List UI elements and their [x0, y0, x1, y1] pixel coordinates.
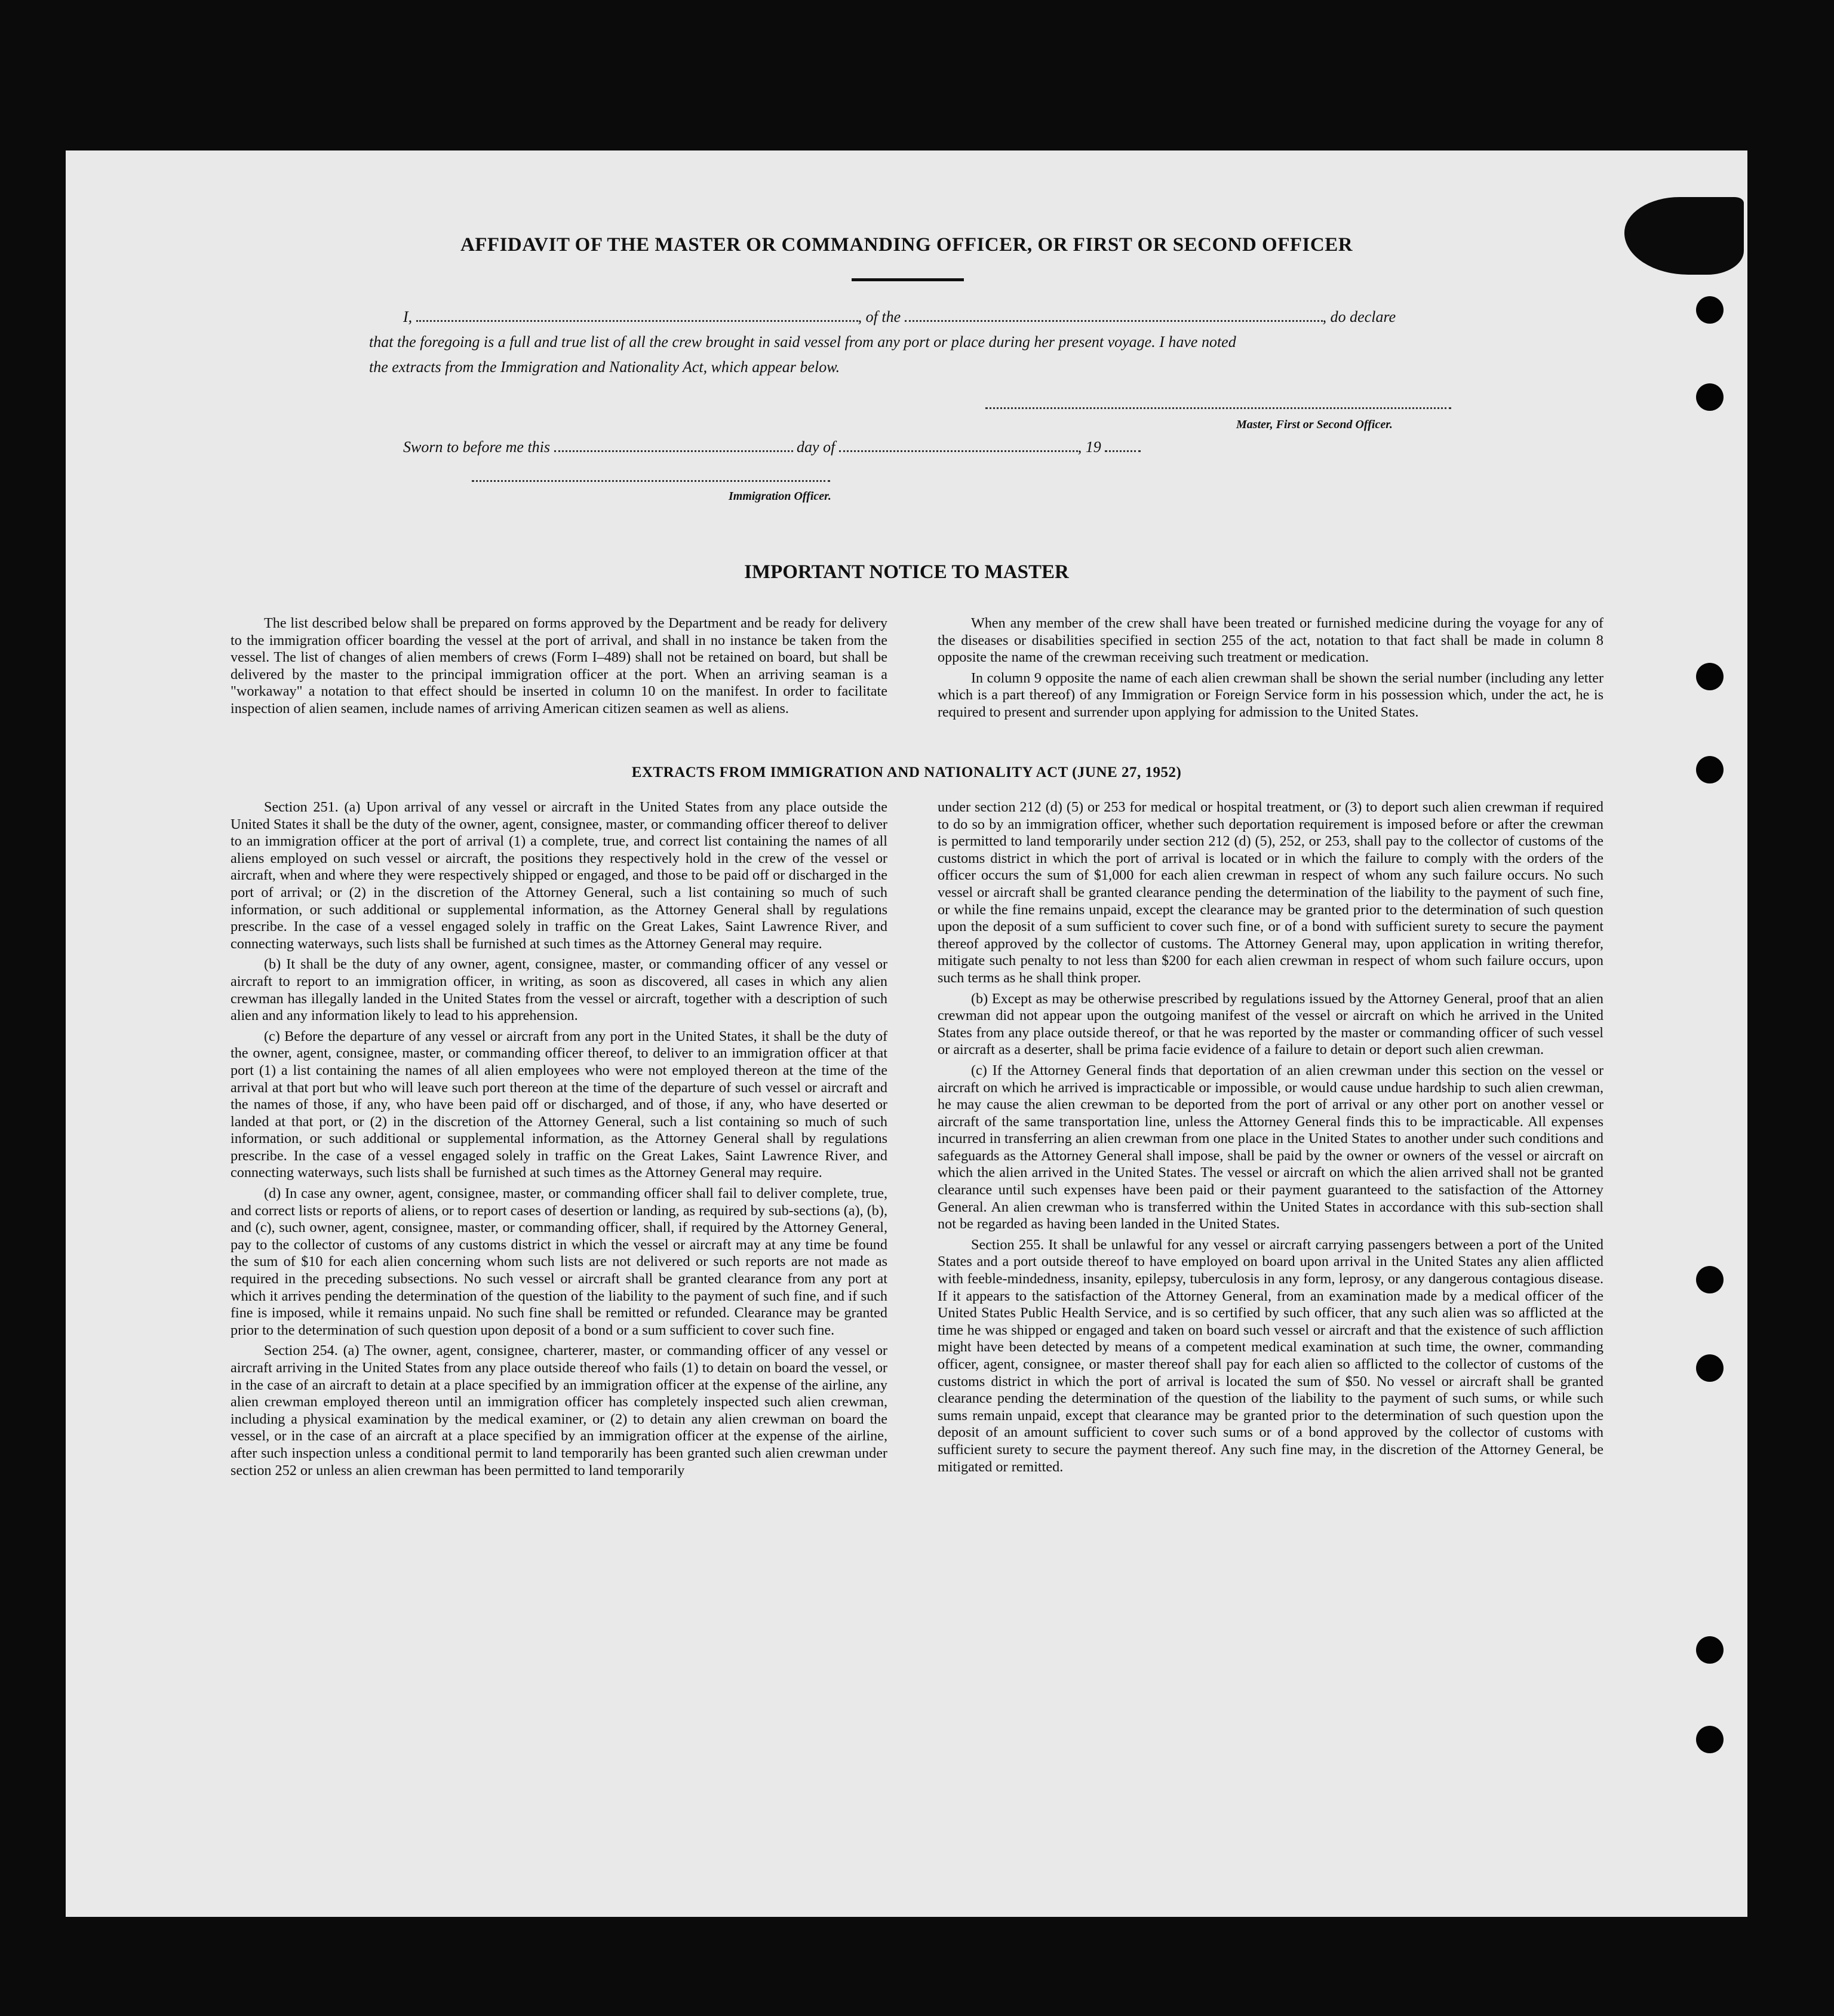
- punch-hole: [1696, 1726, 1724, 1753]
- declaration-i: I,: [403, 308, 413, 325]
- extract-paragraph: Section 251. (a) Upon arrival of any vessel or aircraft in the United States from any place outside the United States it shall be the duty of the owner, agent, consignee, master, or commanding officer thereof to deliver to an immigration officer at the port of arrival (1) a complete, true, and correct list containing the names of all aliens employed on such vessel or aircraft, the positions they respectively hold in the crew of the vessel or aircraft, when and where they were respectively shipped or engaged, and those to be paid off or discharged in the port of arrival; or (2) in the discretion of the Attorney General, such a list containing so much of such information, or such additional or supplemental information, as the Attorney General shall by regulations prescribe. In the case of a vessel engaged solely in traffic on the Great Lakes, Saint Lawrence River, and connecting waterways, such lists shall be furnished at such times as the Attorney General may require.: [231, 799, 887, 952]
- extract-paragraph: Section 254. (a) The owner, agent, consignee, charterer, master, or commanding officer of any vessel or aircraft arriving in the United States from any place outside thereof who fails (1) to detain on board the vessel, or in the case of an aircraft to detain at a place specified by an immigration officer at the expense of the airline, any alien crewman employed thereon until an immigration officer has completely inspected such alien crewman, including a physical examination by the medical examiner, or (2) to detain any alien crewman on board the vessel, or in the case of an aircraft at a place specified by an immigration officer at the expense of the airline, after such inspection unless a conditional permit to land temporarily has been granted such alien crewman under section 252 or unless an alien crewman has been permitted to land temporarily: [231, 1342, 887, 1479]
- punch-hole: [1696, 1636, 1724, 1664]
- extracts-right-column: [938, 799, 1603, 1479]
- sworn-line: [403, 438, 1299, 456]
- declaration-line-2: that the foregoing is a full and true list of all the crew brought in said vessel from any port or place during her present voyage. I have noted: [369, 333, 1236, 351]
- declaration-do-declare: , do declare: [1322, 308, 1396, 325]
- notice-right-column: [938, 615, 1603, 725]
- master-signature-caption: Master, First or Second Officer.: [1236, 418, 1393, 431]
- declaration-of-the: , of the: [858, 308, 901, 325]
- notice-paragraph: In column 9 opposite the name of each alien crewman shall be shown the serial number (including any letter which is a part thereof) of any Immigration or Foreign Service form in his possession which, under the act, he is required to present and surrender upon applying for admission to the United States.: [938, 669, 1603, 720]
- sworn-day-field[interactable]: [554, 450, 793, 452]
- affidavit-title: AFFIDAVIT OF THE MASTER OR COMMANDING OFFICER, OR FIRST OR SECOND OFFICER: [460, 234, 1353, 256]
- extract-paragraph: (c) Before the departure of any vessel or aircraft from any port in the United States, it shall be the duty of the owner, agent, consignee, master, or commanding officer thereof, to deliver to an immigration officer at that port (1) a list containing the names of all alien employees who were not employed thereon at the time of the arrival at that port but who will leave such port thereon at the time of the departure of such vessel or aircraft and the names of those, if any, who have been paid off or discharged, and of those, if any, who have deserted or landed at that port, or (2) in the discretion of the Attorney General, such a list containing so much of such information, or such additional or supplemental information, as the Attorney General shall by regulations prescribe. In the case of a vessel engaged solely in traffic on the Great Lakes, Saint Lawrence River, and connecting waterways, such lists shall be furnished at such times as the Attorney General may require.: [231, 1028, 887, 1181]
- sworn-month-field[interactable]: [839, 450, 1078, 452]
- notice-paragraph: The list described below shall be prepared on forms approved by the Department and be ready for delivery to the immigration officer boarding the vessel at the port of arrival, and shall in no instance be taken from the vessel. The list of changes of alien members of crews (Form I–489) shall not be retained on board, but shall be delivered by the master to the principal immigration officer at the port. When an arriving seaman is a "workaway" a notation to that effect should be inserted in column 10 on the manifest. In order to facilitate inspection of alien seamen, include names of arriving American citizen seamen as well as aliens.: [231, 615, 887, 717]
- extract-paragraph: (c) If the Attorney General finds that deportation of an alien crewman under this section on the vessel or aircraft on which he arrived is impracticable or impossible, or would cause undue hardship to such alien crewman, he may cause the alien crewman to be deported from the port of arrival or any other port on another vessel or aircraft of the same transportation line, unless the Attorney General finds this to be impracticable. All expenses incurred in transferring an alien crewman from one place in the United States to another under such conditions and safeguards as the Attorney General shall impose, shall be paid by the owner or owners of the vessel or aircraft on which the alien arrived in the United States. The vessel or aircraft on which the alien arrived shall not be granted clearance until such expenses have been paid or their payment guaranteed to the satisfaction of the Attorney General. An alien crewman who is transferred within the United States in accordance with this sub-section shall not be regarded as having been landed in the United States.: [938, 1062, 1603, 1233]
- sworn-day-of: day of: [797, 438, 835, 456]
- notice-left-column: [231, 615, 887, 721]
- punch-hole: [1696, 383, 1724, 411]
- officer-signature-field[interactable]: [472, 480, 830, 482]
- punch-hole: [1696, 663, 1724, 690]
- sworn-label: Sworn to before me this: [403, 438, 551, 456]
- extract-paragraph: Section 255. It shall be unlawful for any vessel or aircraft carrying passengers between a port of the United States and a port outside thereof to have employed on board upon arrival in the United States any alien afflicted with feeble-mindedness, insanity, epilepsy, tuberculosis in any form, leprosy, or any dangerous contagious disease. If it appears to the satisfaction of the Attorney General, from an examination made by a medical officer of the United States Public Health Service, and is so certified by such officer, that any such alien was so afflicted at the time he was shipped or engaged and taken on board such vessel or aircraft and that the existence of such affliction might have been detected by means of a competent medical examination at such time, the owner, commanding officer, agent, consignee, or master thereof shall pay for each alien so afflicted to the collector of customs of the customs district in which the port of arrival is located the sum of $50. No vessel or aircraft shall be granted clearance pending the determination of the question of the liability to the payment of such sums, or while such sums remain unpaid, except that clearance may be granted prior to the determination of such question upon the deposit of an amount sufficient to cover such sums or of a bond approved by the collector of customs with sufficient surety to secure the payment thereof. Any such fine may, in the discretion of the Attorney General, be mitigated or remitted.: [938, 1236, 1603, 1475]
- declaration-line-3: the extracts from the Immigration and Nationality Act, which appear below.: [369, 358, 840, 376]
- sworn-year-field[interactable]: [1105, 450, 1141, 452]
- extract-paragraph: (d) In case any owner, agent, consignee, master, or commanding officer shall fail to deliver complete, true, and correct lists or reports of aliens, or to report cases of desertion or landing, as required by sub-sections (a), (b), and (c), such owner, agent, consignee, master, or commanding officer, shall, if required by the Attorney General, pay to the collector of customs of any customs district in which the vessel or aircraft may at any time be found the sum of $10 for each alien concerning whom such lists are not delivered or such reports are not made as required in the preceding subsections. No such vessel or aircraft shall be granted clearance from any port at which it arrives pending the determination of the question of the liability to the payment of such fine, and if such fine is imposed, while it remains unpaid. No such fine shall be remitted or refunded. Clearance may be granted prior to the determination of such question upon deposit of a bond or a sum sufficient to cover such fine.: [231, 1185, 887, 1338]
- punch-hole: [1696, 756, 1724, 783]
- extract-paragraph: (b) It shall be the duty of any owner, agent, consignee, master, or commanding officer of any vessel or aircraft to report to an immigration officer, in writing, as soon as discovered, all cases in which any alien crewman has illegally landed in the United States from the vessel or aircraft, together with a description of such alien and any information likely to lead to his apprehension.: [231, 956, 887, 1024]
- punch-hole: [1696, 1266, 1724, 1293]
- extract-paragraph: (b) Except as may be otherwise prescribed by regulations issued by the Attorney General, proof that an alien crewman did not appear upon the outgoing manifest of the vessel or aircraft on which he arrived in the United States from any place outside thereof, or that he was reported by the master or commanding officer of such vessel or aircraft as a deserter, shall be prima facie evidence of a failure to detain or deport such alien crewman.: [938, 990, 1603, 1058]
- punch-hole: [1696, 296, 1724, 324]
- notice-paragraph: When any member of the crew shall have been treated or furnished medicine during the voyage for any of the diseases or disabilities specified in section 255 of the act, notation to that fact shall be made in column 8 opposite the name of the crewman receiving such treatment or medication.: [938, 615, 1603, 666]
- officer-signature-caption: Immigration Officer.: [729, 490, 831, 503]
- vessel-name-field[interactable]: [905, 320, 1323, 322]
- master-name-field[interactable]: [416, 320, 858, 322]
- extract-paragraph: under section 212 (d) (5) or 253 for medical or hospital treatment, or (3) to deport such alien crewman if required to do so by an immigration officer, whether such deportation requirement is imposed before or after the crewman is permitted to land temporarily under section 212 (d) (5), 252, or 253, shall pay to the collector of customs of the customs district in which the port of arrival is located or in which the failure to comply with the orders of the officer occurs the sum of $1,000 for each alien crewman in respect of whom any such failure occurs. No such vessel or aircraft shall be granted clearance pending the determination of the liability to the payment of such fine, or while the fine remains unpaid, except the clearance may be granted prior to the determination of such question upon the deposit of a sum sufficient to cover such fine, or of a bond with sufficient surety to secure the payment thereof approved by the collector of customs. The Attorney General may, upon application in writing therefor, mitigate such penalty to not less than $200 for each alien crewman in respect of whom such failure occurs, upon such terms as he shall think proper.: [938, 799, 1603, 986]
- document-page: [66, 150, 1747, 1917]
- extracts-left-column: [231, 799, 887, 1483]
- notice-title: IMPORTANT NOTICE TO MASTER: [744, 561, 1069, 583]
- punch-hole: [1696, 1354, 1724, 1382]
- title-divider: [852, 278, 964, 281]
- declaration-line-1: [403, 308, 1520, 326]
- sworn-year-prefix: , 19: [1077, 438, 1101, 456]
- master-signature-field[interactable]: [985, 407, 1451, 409]
- extracts-title: EXTRACTS FROM IMMIGRATION AND NATIONALITY ACT (JUNE 27, 1952): [631, 764, 1182, 780]
